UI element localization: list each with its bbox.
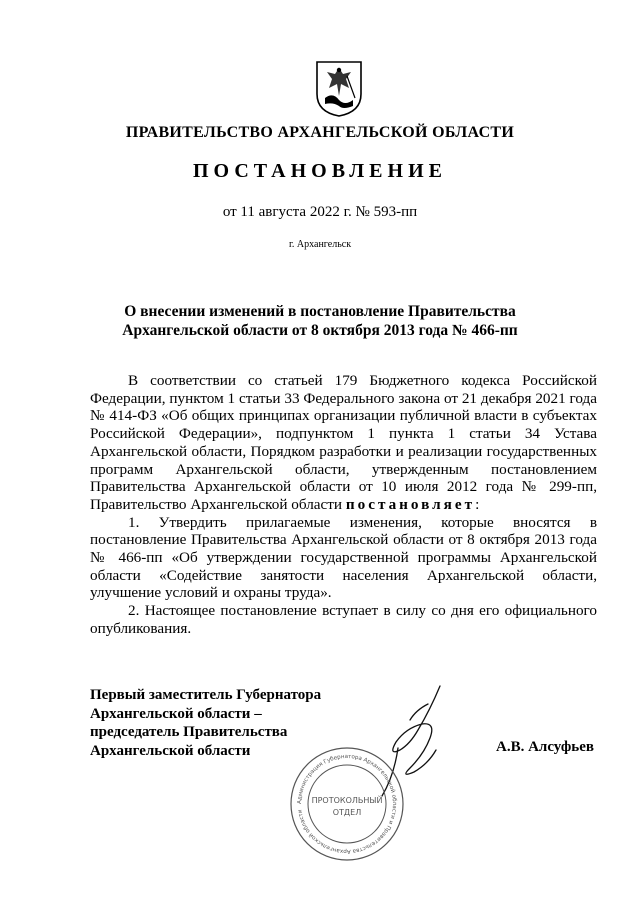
subject-line-1: О внесении изменений в постановление Правительства <box>124 303 516 320</box>
arkhangelsk-coat-of-arms-icon <box>313 58 365 118</box>
item-1-paragraph: 1. Утвердить прилагаемые изменения, которые вносятся в постановление Правительства Архангельской области от 8 октября 2013 года № 466-пп «Об утверждении государственной программы Архангельской области «Содействие занятости населения Архангельской области, улучшение условий и охраны труда». <box>90 513 597 602</box>
decree-colon: : <box>475 495 480 513</box>
organization-name: ПРАВИТЕЛЬСТВО АРХАНГЕЛЬСКОЙ ОБЛАСТИ <box>125 124 515 141</box>
stamp-outer-text: Администрация Губернатора Архангельской области и Правительства Архангельской области <box>296 753 398 855</box>
signatory-title-line: Архангельской области – <box>90 705 262 722</box>
decree-word: постановляет <box>345 495 476 513</box>
signatory-title-line: председатель Правительства <box>90 724 288 741</box>
document-city: г. Архангельск <box>288 239 352 250</box>
preamble-text: В соответствии со статьей 179 Бюджетного кодекса Российской Федерации, пунктом 1 статьи 33 Федерального закона от 21 декабря 2021 года № 414-ФЗ «Об общих принципах организации публичной власти в субъектах Российской Федерации», подпунктом 1 пункта 1 статьи 34 Устава Архангельской области, Порядком разработки и реализации государственных программ Архангельской области, утвержденным постановлением Правительства Архангельской области от 10 июля 2012 года № 299-пп, Правительство Архангельской области <box>90 372 597 513</box>
signatory-title-line: Архангельской области <box>90 742 251 759</box>
stamp-center-text-2: ОТДЕЛ <box>332 808 362 817</box>
document-type: ПОСТАНОВЛЕНИЕ <box>193 160 447 182</box>
subject-line-2: Архангельской области от 8 октября 2013 года № 466-пп <box>122 322 518 339</box>
item-2-paragraph: 2. Настоящее постановление вступает в силу со дня его официального опубликования. <box>90 602 597 637</box>
document-body <box>90 372 597 638</box>
official-stamp <box>288 745 406 863</box>
signatory-title-line: Первый заместитель Губернатора <box>90 687 322 703</box>
signatory-name: А.В. Алсуфьев <box>496 739 594 755</box>
document-date-number: от 11 августа 2022 г. № 593-пп <box>222 204 418 220</box>
preamble-paragraph <box>90 372 597 514</box>
document-subject <box>90 302 550 340</box>
stamp-center-text-1: ПРОТОКОЛЬНЫЙ <box>311 796 383 805</box>
